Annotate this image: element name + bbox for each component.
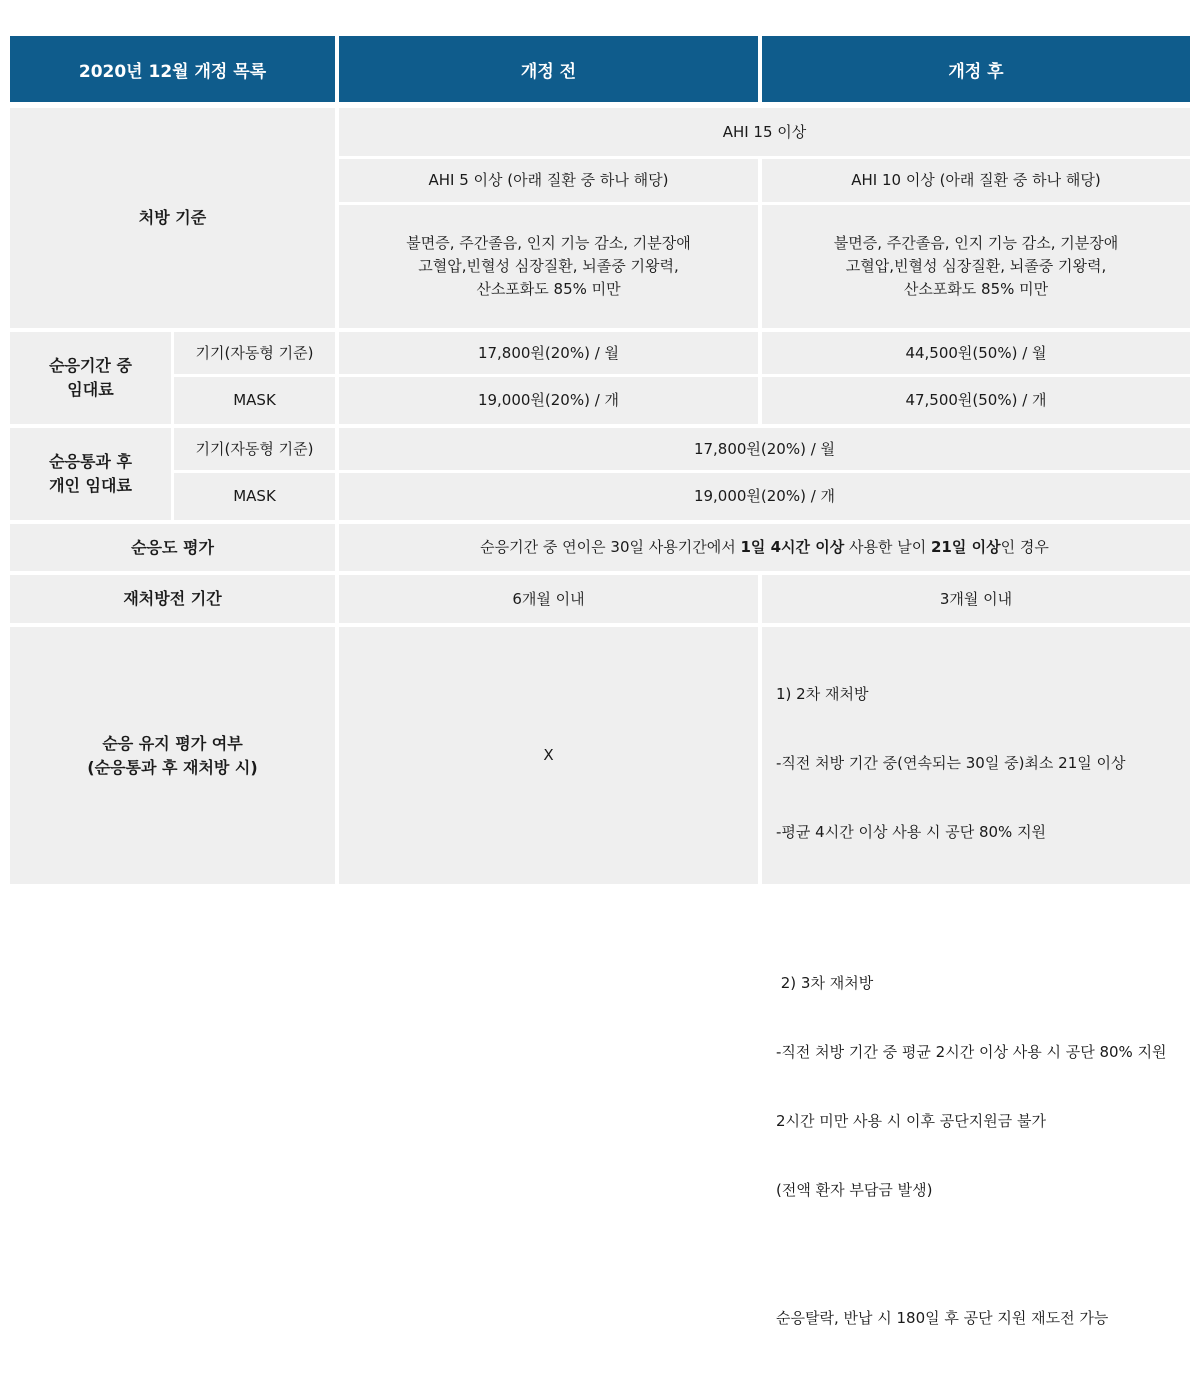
label-line: 개인 임대료: [49, 476, 132, 495]
compliance-emphasis: 21일 이상: [931, 538, 1001, 556]
label-line: 임대료: [67, 380, 114, 399]
maintenance-line: 순응탈락, 반납 시 180일 후 공단 지원 재도전 가능: [776, 1309, 1109, 1327]
maintenance-line: 2시간 미만 사용 시 이후 공단지원금 불가: [776, 1112, 1046, 1130]
label-line: 순응기간 중: [49, 356, 132, 375]
maintenance-after: [762, 627, 1190, 1327]
prescription-before-conditions: [339, 205, 758, 328]
condition-line: 고혈압,빈혈성 심장질환, 뇌졸중 기왕력,: [845, 257, 1107, 275]
maintenance-line: 1) 2차 재처방: [776, 685, 869, 703]
condition-line: 산소포화도 85% 미만: [476, 280, 621, 298]
rental-after-device-value: 17,800원(20%) / 월: [339, 428, 1190, 470]
maintenance-line: -직전 처방 기간 중 평균 2시간 이상 사용 시 공단 80% 지원: [776, 1043, 1167, 1061]
condition-line: 고혈압,빈혈성 심장질환, 뇌졸중 기왕력,: [418, 257, 679, 275]
rental-after-device-label: 기기(자동형 기준): [174, 428, 335, 470]
prescription-after-sub: AHI 10 이상 (아래 질환 중 하나 해당): [762, 159, 1190, 202]
rental-during-device-label: 기기(자동형 기준): [174, 332, 335, 374]
maintenance-before: X: [339, 627, 758, 884]
compliance-text: 인 경우: [1000, 538, 1049, 556]
maintenance-line: -평균 4시간 이상 사용 시 공단 80% 지원: [776, 823, 1047, 841]
rental-during-device-before: 17,800원(20%) / 월: [339, 332, 758, 374]
compliance-criteria: [339, 524, 1190, 571]
represcription-after: 3개월 이내: [762, 575, 1190, 623]
compliance-emphasis: 1일 4시간 이상: [740, 538, 845, 556]
compliance-text: 순응기간 중 연이은 30일 사용기간에서: [480, 538, 741, 556]
label-line: (순응통과 후 재처방 시): [87, 757, 258, 777]
condition-line: 산소포화도 85% 미만: [903, 280, 1049, 298]
represcription-before: 6개월 이내: [339, 575, 758, 623]
rental-after-mask-value: 19,000원(20%) / 개: [339, 473, 1190, 520]
maintenance-line: [776, 890, 1167, 926]
prescription-common: AHI 15 이상: [339, 108, 1190, 156]
header-col-before: 개정 전: [339, 36, 758, 102]
maintenance-line: -직전 처방 기간 중(연속되는 30일 중)최소 21일 이상: [776, 754, 1126, 772]
header-col-list: 2020년 12월 개정 목록: [10, 36, 335, 102]
maintenance-label: [10, 627, 335, 884]
rental-after-label: [10, 428, 171, 520]
compliance-label: 순응도 평가: [10, 524, 335, 571]
maintenance-line: [776, 1248, 1167, 1261]
header-col-after: 개정 후: [762, 36, 1190, 102]
rental-during-mask-before: 19,000원(20%) / 개: [339, 377, 758, 424]
label-line: 순응 유지 평가 여부: [102, 733, 243, 753]
prescription-label: 처방 기준: [10, 108, 335, 328]
rental-during-device-after: 44,500원(50%) / 월: [762, 332, 1190, 374]
rental-during-mask-label: MASK: [174, 377, 335, 424]
rental-during-label: [10, 332, 171, 424]
label-line: 순응통과 후: [49, 452, 132, 471]
maintenance-line: 2) 3차 재처방: [776, 974, 874, 992]
condition-line: 불면증, 주간졸음, 인지 기능 감소, 기분장애: [406, 234, 691, 252]
prescription-after-conditions: [762, 205, 1190, 328]
rental-during-mask-after: 47,500원(50%) / 개: [762, 377, 1190, 424]
represcription-label: 재처방전 기간: [10, 575, 335, 623]
prescription-before-sub: AHI 5 이상 (아래 질환 중 하나 해당): [339, 159, 758, 202]
maintenance-line: (전액 환자 부담금 발생): [776, 1181, 933, 1199]
compliance-text: 사용한 날이: [844, 538, 931, 556]
condition-line: 불면증, 주간졸음, 인지 기능 감소, 기분장애: [833, 234, 1119, 252]
rental-after-mask-label: MASK: [174, 473, 335, 520]
